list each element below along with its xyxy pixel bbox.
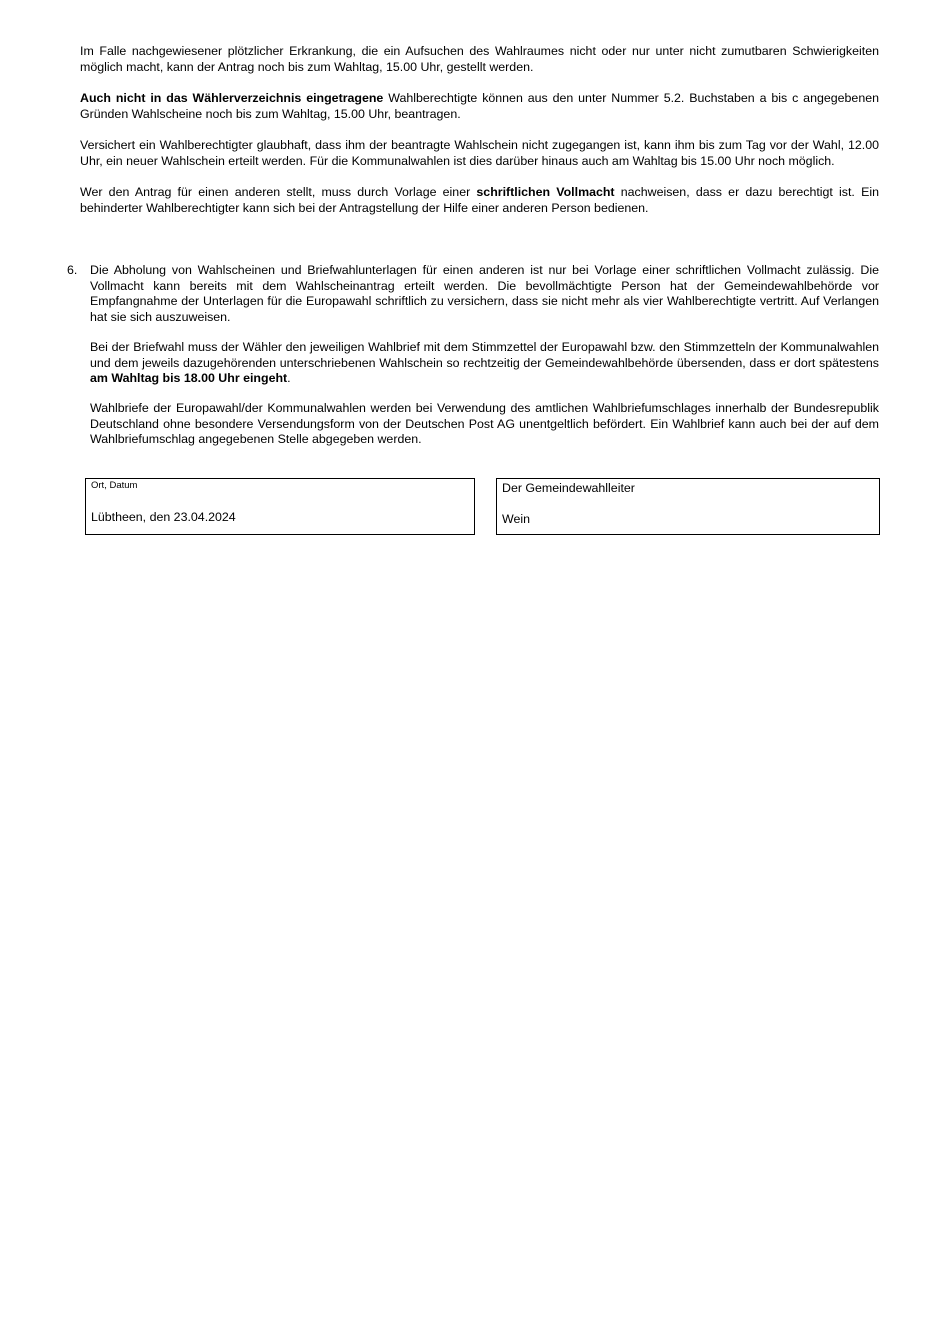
section-number: 6. [67, 263, 78, 277]
section6-postal-text-b: . [287, 371, 291, 386]
paragraph-proxy-bold: schriftlichen Vollmacht [476, 185, 615, 199]
section6-postal-vote [90, 340, 879, 387]
section6-postal-bold: am Wahltag bis 18.00 Uhr eingeht [90, 371, 288, 386]
official-label: Der Gemeindewahlleiter [502, 481, 635, 495]
paragraph-lost-ballot: Versichert ein Wahlberechtigter glaubhaft, dass ihm der beantragte Wahlschein nicht zugegangen ist, kann ihm bis zum Tag vor der Wahl, 12.00 Uhr, ein neuer Wahlschein erteilt werden. Für die Kommunalwahlen ist dies darüber hinaus auch am Wahltag bis 15.00 Uhr noch möglich. [80, 138, 879, 168]
paragraph-proxy-text-b: nachweisen, dass er dazu berechtigt ist. Ein behinderter Wahlberechtigter kann sich bei der Antragstellung der Hilfe einer anderen Person bedienen. [80, 185, 879, 215]
section6-pickup: Die Abholung von Wahlscheinen und Briefwahlunterlagen für einen anderen ist nur bei Vorlage einer schriftlichen Vollmacht zulässig. Die Vollmacht kann bereits mit dem Wahlscheinantrag erteilt werden. Die bevollmächtigte Person hat der Gemeindewahlbehörde vor Empfangnahme der Unterlagen für die Europawahl schriftlich zu versichern, dass sie nicht mehr als vier Wahlberechtigte vertritt. Auf Verlangen hat sie sich auszuweisen. [90, 263, 879, 324]
place-date-box [85, 478, 475, 535]
paragraph-not-registered-text: Wahlberechtigte können aus den unter Nummer 5.2. Buchstaben a bis c angegebenen Gründen Wahlscheine noch bis zum Wahltag, 15.00 Uhr, beantragen. [80, 91, 879, 121]
place-date-value: Lübtheen, den 23.04.2024 [91, 510, 236, 524]
paragraph-illness-deadline: Im Falle nachgewiesener plötzlicher Erkrankung, die ein Aufsuchen des Wahlraumes nicht oder nur unter nicht zumutbaren Schwierigkeiten möglich macht, kann der Antrag noch bis zum Wahltag, 15.00 Uhr, gestellt werden. [80, 44, 879, 74]
paragraph-not-registered [80, 91, 879, 122]
official-value: Wein [502, 512, 531, 526]
section6-postage: Wahlbriefe der Europawahl/der Kommunalwahlen werden bei Verwendung des amtlichen Wahlbriefumschlages innerhalb der Bundesrepublik Deutschland ohne besondere Versendungsform von der Deutschen Post AG unentgeltlich befördert. Ein Wahlbrief kann auch bei der auf dem Wahlbriefumschlag angegebenen Stelle abgegeben werden. [90, 401, 879, 447]
place-date-label: Ort, Datum [91, 480, 138, 491]
paragraph-proxy-application [80, 185, 879, 216]
official-box [496, 478, 880, 535]
section6-postal-text-a: Bei der Briefwahl muss der Wähler den jeweiligen Wahlbrief mit dem Stimmzettel der Europawahl bzw. den Stimmzetteln der Kommunalwahlen und dem jeweils dazugehörenden unterschriebenen Wahlschein so rechtzeitig der Gemeindewahlbehörde übersenden, dass er dort spätestens [90, 340, 879, 370]
paragraph-not-registered-bold: Auch nicht in das Wählerverzeichnis eingetragene [80, 91, 384, 105]
paragraph-proxy-text-a: Wer den Antrag für einen anderen stellt, muss durch Vorlage einer [80, 185, 477, 199]
